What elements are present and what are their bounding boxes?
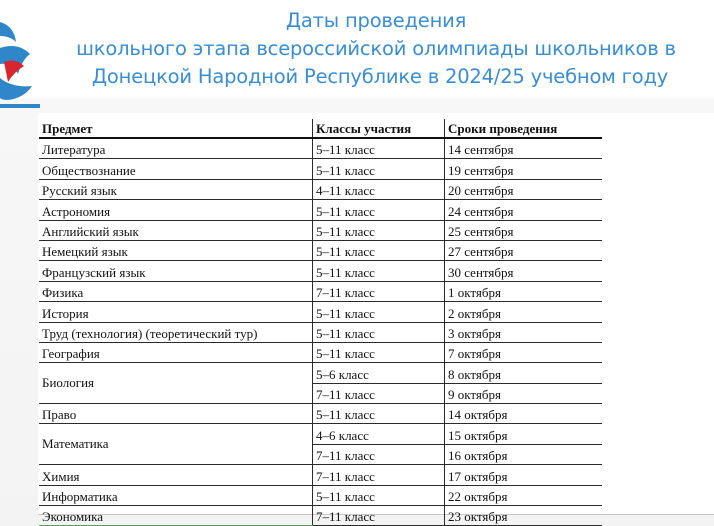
date-cell: 22 октября [445, 485, 603, 505]
classes-cell: 5–6 класс [313, 363, 445, 383]
table-row [39, 281, 602, 301]
date-cell: 14 октября [445, 404, 603, 424]
date-cell: 20 сентября [445, 179, 603, 199]
table-row [39, 138, 602, 159]
classes-cell: 7–11 класс [313, 281, 445, 301]
date-cell: 15 октября [445, 424, 603, 444]
classes-cell: 5–11 класс [313, 200, 445, 220]
title-line-1: Даты проведения [285, 9, 467, 32]
classes-cell: 5–11 класс [313, 404, 445, 424]
date-cell: 1 октября [445, 281, 603, 301]
classes-cell: 5–11 класс [313, 485, 445, 505]
classes-cell: 5–11 класс [313, 220, 445, 240]
classes-cell: 5–11 класс [313, 342, 445, 362]
subject-cell: Русский язык [39, 179, 313, 199]
schedule-table [39, 119, 602, 526]
date-cell: 7 октября [445, 342, 603, 362]
table-row [39, 465, 602, 485]
table-row [39, 261, 602, 281]
classes-cell: 4–11 класс [313, 179, 445, 199]
table-row [39, 179, 602, 199]
date-cell: 9 октября [445, 383, 603, 403]
header-subject: Предмет [39, 119, 313, 138]
table-row [39, 322, 602, 342]
classes-cell: 7–11 класс [313, 506, 445, 526]
table-row [39, 200, 602, 220]
subject-cell: Французский язык [39, 261, 313, 281]
classes-cell: 5–11 класс [313, 159, 445, 179]
olympiad-logo-icon [0, 8, 40, 108]
date-cell: 8 октября [445, 363, 603, 383]
title-line-3: Донецкой Народной Республике в 2024/25 учебном году [91, 65, 669, 88]
date-cell: 30 сентября [445, 261, 603, 281]
subject-cell: Английский язык [39, 220, 313, 240]
table-row [39, 485, 602, 505]
subject-cell: Обществознание [39, 159, 313, 179]
table-row [39, 404, 602, 424]
subject-cell: Биология [39, 363, 313, 404]
subject-cell: Экономика [39, 506, 313, 526]
table-row [39, 240, 602, 260]
table-row [39, 363, 602, 383]
date-cell: 3 октября [445, 322, 603, 342]
table-row [39, 342, 602, 362]
date-cell: 23 октября [445, 506, 603, 526]
subject-cell: Литература [39, 138, 313, 159]
subject-cell: Математика [39, 424, 313, 465]
date-cell: 2 октября [445, 302, 603, 322]
classes-cell: 5–11 класс [313, 322, 445, 342]
date-cell: 19 сентября [445, 159, 603, 179]
classes-cell: 7–11 класс [313, 444, 445, 464]
date-cell: 24 сентября [445, 200, 603, 220]
classes-cell: 5–11 класс [313, 138, 445, 159]
subject-cell: История [39, 302, 313, 322]
table-header-row [39, 119, 602, 138]
classes-cell: 7–11 класс [313, 383, 445, 403]
classes-cell: 5–11 класс [313, 240, 445, 260]
table-row [39, 159, 602, 179]
subject-cell: Астрономия [39, 200, 313, 220]
subject-cell: Химия [39, 465, 313, 485]
subject-cell: Физика [39, 281, 313, 301]
subject-cell: Немецкий язык [39, 240, 313, 260]
date-cell: 17 октября [445, 465, 603, 485]
subject-cell: Право [39, 404, 313, 424]
page-title [38, 7, 714, 91]
table-row [39, 506, 602, 526]
subject-cell: Труд (технология) (теоретический тур) [39, 322, 313, 342]
date-cell: 25 сентября [445, 220, 603, 240]
classes-cell: 5–11 класс [313, 261, 445, 281]
date-cell: 27 сентября [445, 240, 603, 260]
table-row [39, 424, 602, 444]
subject-cell: Информатика [39, 485, 313, 505]
classes-cell: 7–11 класс [313, 465, 445, 485]
classes-cell: 4–6 класс [313, 424, 445, 444]
classes-cell: 5–11 класс [313, 302, 445, 322]
date-cell: 16 октября [445, 444, 603, 464]
title-line-2: школьного этапа всероссийской олимпиады школьников в [76, 37, 676, 60]
table-row [39, 220, 602, 240]
header-classes: Классы участия [313, 119, 445, 138]
date-cell: 14 сентября [445, 138, 603, 159]
table-row [39, 302, 602, 322]
subject-cell: География [39, 342, 313, 362]
header-dates: Сроки проведения [445, 119, 603, 138]
